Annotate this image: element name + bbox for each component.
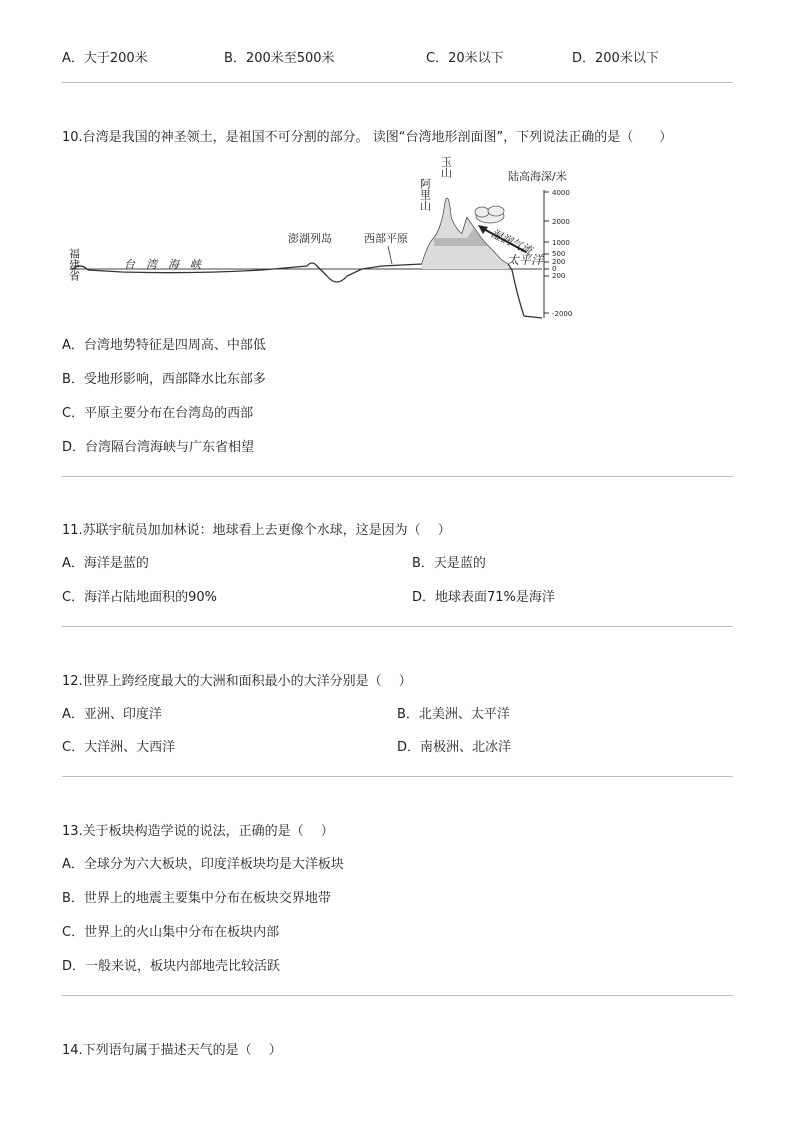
tick-1000: 1000 <box>552 239 570 247</box>
q10-option-c: C．平原主要分布在台湾岛的西部 <box>62 406 254 421</box>
q13-option-a: A．全球分为六大板块，印度洋板块均是大洋板块 <box>62 857 344 872</box>
q9-option-a: A．大于200米 <box>62 51 148 66</box>
divider <box>62 995 733 996</box>
divider <box>62 626 733 627</box>
label-strait: 台 湾 海 峡 <box>124 258 201 271</box>
q9-option-d: D．200米以下 <box>572 51 659 66</box>
q10-option-b: B．受地形影响，西部降水比东部多 <box>62 372 266 387</box>
divider <box>62 476 733 477</box>
label-penghu: 澎湖列岛 <box>288 232 332 245</box>
tick-500: 500 <box>552 250 566 258</box>
divider <box>62 776 733 777</box>
tick-200-depth: 200 <box>552 272 566 280</box>
taiwan-profile-diagram <box>62 148 573 326</box>
tick-4000: 4000 <box>552 189 570 197</box>
cloud-icon <box>475 206 504 223</box>
q12-option-a: A．亚洲、印度洋 <box>62 707 162 722</box>
q11-option-a: A．海洋是蓝的 <box>62 556 149 571</box>
q12-stem: 12.世界上跨经度最大的大洲和面积最小的大洋分别是（ ） <box>62 674 412 689</box>
tick-minus-2000: -2000 <box>552 310 573 318</box>
q10-stem: 10.台湾是我国的神圣领土，是祖国不可分割的部分。 读图“台湾地形剖面图”，下列说法正确的是（ ） <box>62 130 673 145</box>
axis-title: 陆高海深/米 <box>508 170 567 183</box>
label-alishan: 阿里山 <box>418 178 432 211</box>
label-ocean: 太平洋 <box>507 253 544 267</box>
q11-stem: 11.苏联宇航员加加林说：地球看上去更像个水球，这是因为（ ） <box>62 523 451 538</box>
q13-stem: 13.关于板块构造学说的说法，正确的是（ ） <box>62 824 334 839</box>
q12-option-b: B．北美洲、太平洋 <box>397 707 510 722</box>
label-wind: 湿润气流 <box>488 226 535 258</box>
q14-stem: 14.下列语句属于描述天气的是（ ） <box>62 1043 282 1058</box>
tick-200: 200 <box>552 258 566 266</box>
q11-option-b: B．天是蓝的 <box>412 556 486 571</box>
label-yushan: 玉山 <box>439 156 453 178</box>
label-west-plain: 西部平原 <box>364 232 408 245</box>
divider <box>62 82 733 83</box>
q12-option-c: C．大洋洲、大西洋 <box>62 740 176 755</box>
q13-option-b: B．世界上的地震主要集中分布在板块交界地带 <box>62 891 331 906</box>
q9-option-b: B．200米至500米 <box>224 51 335 66</box>
q13-option-c: C．世界上的火山集中分布在板块内部 <box>62 925 280 940</box>
tick-0: 0 <box>552 265 557 273</box>
q13-option-d: D．一般来说，板块内部地壳比较活跃 <box>62 959 281 974</box>
q9-option-c: C．20米以下 <box>426 51 504 66</box>
q11-option-c: C．海洋占陆地面积的90% <box>62 590 217 605</box>
q10-option-d: D．台湾隔台湾海峡与广东省相望 <box>62 440 255 455</box>
q10-option-a: A．台湾地势特征是四周高、中部低 <box>62 338 266 353</box>
q11-option-d: D．地球表面71%是海洋 <box>412 590 555 605</box>
q12-option-d: D．南极洲、北冰洋 <box>397 740 512 755</box>
tick-2000: 2000 <box>552 218 570 226</box>
label-fujian: 福建省 <box>67 248 81 281</box>
